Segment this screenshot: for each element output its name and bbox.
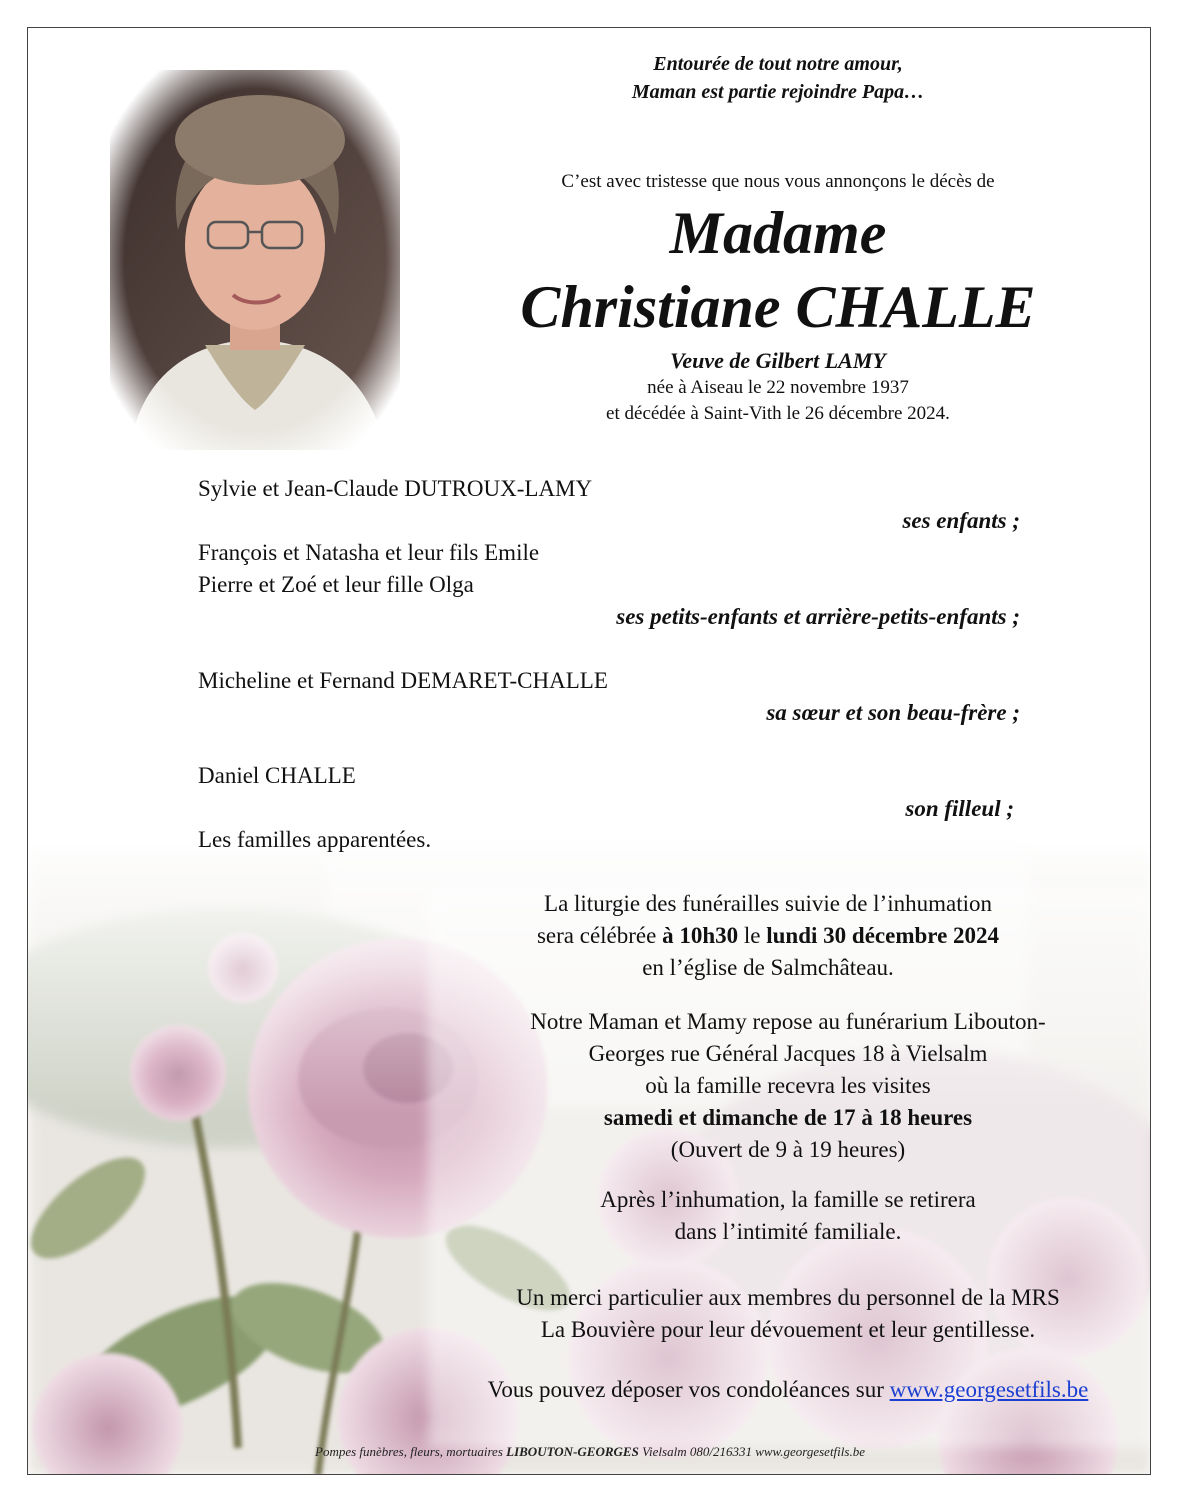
visiting-hours (428, 1102, 1148, 1134)
footer-post: Vielsalm 080/216331 www.georgesetfils.be (642, 1444, 865, 1459)
after-line-1: Après l’inhumation, la famille se retirera (600, 1187, 976, 1212)
death-info: et décédée à Saint-Vith le 26 décembre 2024. (606, 403, 950, 424)
funeral-home-block (428, 1006, 1148, 1166)
liturgy-date: lundi 30 décembre 2024 (766, 923, 1000, 948)
visiting-hours-text: samedi et dimanche de 17 à 18 heures (603, 1105, 973, 1130)
condolences-text: Vous pouvez déposer vos condoléances sur (487, 1377, 884, 1402)
liturgy-line-2 (408, 920, 1128, 952)
after-block (428, 1184, 1148, 1248)
thanks-line-2: La Bouvière pour leur dévouement et leur gentillesse. (540, 1317, 1036, 1342)
opening-hours: (Ouvert de 9 à 19 heures) (670, 1137, 906, 1162)
godson-relation: son filleul ; (905, 796, 1014, 821)
children-names: Sylvie et Jean-Claude DUTROUX-LAMY (198, 476, 593, 501)
funeral-home-line-1: Notre Maman et Mamy repose au funérarium Libouton- (530, 1009, 1046, 1034)
liturgy-block (408, 888, 1128, 984)
footer-pre: Pompes funèbres, fleurs, mortuaires (315, 1444, 503, 1459)
thanks-line-1: Un merci particulier aux membres du personnel de la MRS (516, 1285, 1060, 1310)
children-relation: ses enfants ; (902, 508, 1020, 533)
sister-names: Micheline et Fernand DEMARET-CHALLE (198, 668, 608, 693)
liturgy-line-3: en l’église de Salmchâteau. (642, 955, 894, 980)
birth-info: née à Aiseau le 22 novembre 1937 (647, 377, 909, 398)
liturgy-le: le (743, 923, 761, 948)
sister-relation: sa sœur et son beau-frère ; (766, 700, 1020, 725)
announcement: C’est avec tristesse que nous vous annonçons le décès de (561, 171, 995, 192)
liturgy-celebrated: sera célébrée (536, 923, 657, 948)
footer (28, 1444, 1151, 1460)
obituary-card (27, 27, 1151, 1475)
condolences-block (428, 1374, 1148, 1406)
grandchildren-line-2: Pierre et Zoé et leur fille Olga (198, 572, 474, 597)
grandchildren-relation: ses petits-enfants et arrière-petits-enfants ; (616, 604, 1020, 629)
epigraph-line-2: Maman est partie rejoindre Papa… (631, 81, 925, 103)
godson-name: Daniel CHALLE (198, 763, 356, 788)
liturgy-line-1: La liturgie des funérailles suivie de l’inhumation (544, 891, 992, 916)
thanks-block (428, 1282, 1148, 1346)
funeral-home-line-2: Georges rue Général Jacques 18 à Vielsalm (588, 1041, 988, 1066)
grandchildren-line-1: François et Natasha et leur fils Emile (198, 540, 540, 565)
portrait-photo (110, 70, 400, 450)
after-line-2: dans l’intimité familiale. (674, 1219, 902, 1244)
deceased-name: Christiane CHALLE (520, 274, 1036, 340)
widow-of: Veuve de Gilbert LAMY (670, 348, 886, 373)
relatives: Les familles apparentées. (198, 827, 432, 852)
epigraph-line-1: Entourée de tout notre amour, (653, 53, 903, 75)
deceased-title: Madame (669, 200, 887, 266)
condolences-link[interactable]: www.georgesetfils.be (889, 1377, 1089, 1402)
funeral-home-line-3: où la famille recevra les visites (645, 1073, 931, 1098)
footer-company: LIBOUTON-GEORGES (506, 1444, 639, 1459)
liturgy-time: à 10h30 (662, 923, 739, 948)
epigraph (448, 50, 1108, 106)
